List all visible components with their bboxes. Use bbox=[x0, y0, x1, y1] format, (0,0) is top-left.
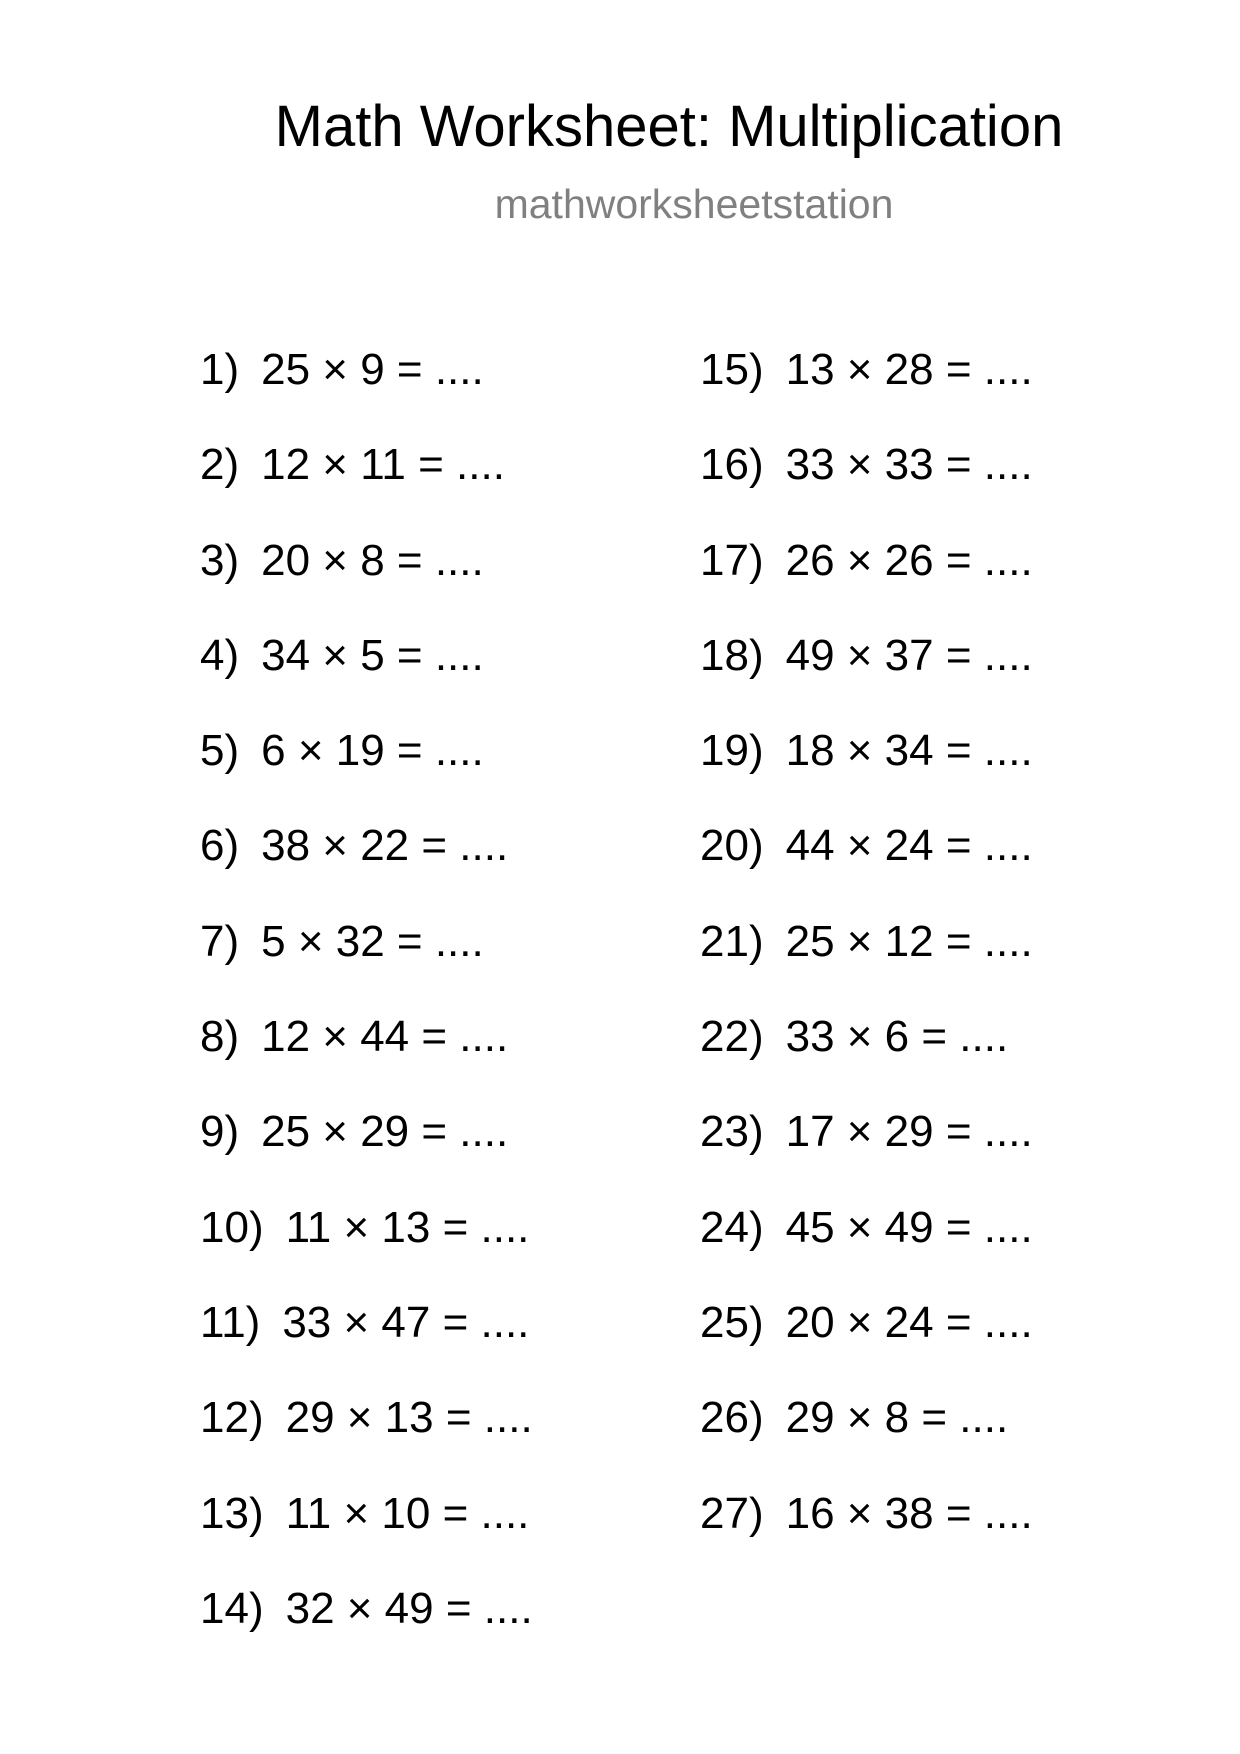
problem-expression: 12 × 11 = .... bbox=[261, 440, 505, 490]
problem-expression: 29 × 13 = .... bbox=[285, 1393, 533, 1443]
problem-number: 16) bbox=[700, 440, 764, 490]
problem-item bbox=[700, 1202, 1033, 1301]
problem-expression: 34 × 5 = .... bbox=[261, 630, 484, 680]
problem-item bbox=[200, 1488, 533, 1587]
problem-expression: 11 × 13 = .... bbox=[285, 1202, 530, 1252]
problem-expression: 5 × 32 = .... bbox=[261, 916, 484, 966]
problem-item bbox=[200, 726, 533, 824]
problem-item bbox=[200, 1012, 533, 1110]
problem-expression: 16 × 38 = .... bbox=[785, 1488, 1033, 1538]
problem-number: 27) bbox=[700, 1488, 764, 1538]
problem-item bbox=[700, 1488, 1033, 1587]
problem-expression: 33 × 33 = .... bbox=[785, 440, 1033, 490]
problem-number: 12) bbox=[200, 1393, 264, 1443]
problem-expression: 25 × 9 = .... bbox=[261, 345, 484, 394]
problem-expression: 38 × 22 = .... bbox=[261, 821, 509, 871]
problem-item bbox=[700, 630, 1033, 729]
problem-number: 20) bbox=[700, 821, 764, 871]
problem-number: 21) bbox=[700, 916, 764, 966]
problem-item bbox=[200, 535, 533, 634]
problem-number: 23) bbox=[700, 1107, 764, 1157]
problem-number: 4) bbox=[200, 630, 240, 680]
problem-expression: 33 × 6 = .... bbox=[785, 1012, 1009, 1062]
problem-item bbox=[700, 1107, 1033, 1205]
problem-list-right bbox=[700, 345, 1033, 1587]
problem-number: 25) bbox=[700, 1297, 764, 1347]
problem-item bbox=[700, 345, 1033, 443]
problem-list-left bbox=[200, 345, 533, 1682]
problem-item bbox=[700, 1393, 1033, 1491]
worksheet-subtitle: mathworksheetstation bbox=[494, 181, 894, 227]
problem-item bbox=[700, 1297, 1033, 1396]
problem-item bbox=[200, 1202, 533, 1301]
problem-number: 26) bbox=[700, 1393, 764, 1443]
problem-item bbox=[200, 630, 533, 729]
problem-expression: 26 × 26 = .... bbox=[785, 535, 1033, 585]
problem-item bbox=[200, 1393, 533, 1491]
worksheet-title: Math Worksheet: Multiplication bbox=[274, 94, 1064, 159]
problem-expression: 12 × 44 = .... bbox=[261, 1012, 509, 1062]
problem-item bbox=[700, 916, 1033, 1015]
problem-expression: 29 × 8 = .... bbox=[785, 1393, 1009, 1443]
problem-expression: 45 × 49 = .... bbox=[785, 1202, 1033, 1252]
problem-number: 19) bbox=[700, 726, 764, 776]
problem-item bbox=[200, 821, 533, 919]
problem-number: 14) bbox=[200, 1583, 264, 1633]
problem-item bbox=[200, 1297, 533, 1396]
problem-item bbox=[700, 1012, 1033, 1110]
problem-item bbox=[700, 726, 1033, 824]
problem-number: 1) bbox=[200, 345, 240, 394]
problem-number: 10) bbox=[200, 1202, 264, 1252]
problem-expression: 20 × 24 = .... bbox=[785, 1297, 1033, 1347]
problem-item bbox=[200, 345, 533, 443]
problem-number: 3) bbox=[200, 535, 240, 585]
problem-item bbox=[200, 916, 533, 1015]
problem-number: 24) bbox=[700, 1202, 764, 1252]
problem-number: 8) bbox=[200, 1012, 240, 1062]
problem-expression: 25 × 29 = .... bbox=[261, 1107, 509, 1157]
problem-number: 7) bbox=[200, 916, 240, 966]
problem-number: 18) bbox=[700, 630, 764, 680]
problem-item bbox=[200, 440, 533, 538]
problem-number: 11) bbox=[200, 1297, 261, 1347]
problem-number: 6) bbox=[200, 821, 240, 871]
problem-item bbox=[700, 821, 1033, 919]
problem-item bbox=[700, 440, 1033, 538]
problem-item bbox=[200, 1583, 533, 1682]
problem-expression: 20 × 8 = .... bbox=[261, 535, 484, 585]
problem-number: 17) bbox=[700, 535, 764, 585]
problem-expression: 13 × 28 = .... bbox=[785, 345, 1033, 394]
problem-number: 2) bbox=[200, 440, 240, 490]
problem-number: 15) bbox=[700, 345, 764, 394]
problem-item bbox=[700, 535, 1033, 634]
problem-expression: 49 × 37 = .... bbox=[785, 630, 1033, 680]
problem-expression: 33 × 47 = .... bbox=[282, 1297, 530, 1347]
problem-number: 5) bbox=[200, 726, 240, 776]
problem-expression: 17 × 29 = .... bbox=[785, 1107, 1033, 1157]
problem-expression: 11 × 10 = .... bbox=[285, 1488, 530, 1538]
problem-expression: 44 × 24 = .... bbox=[785, 821, 1033, 871]
problem-item bbox=[200, 1107, 533, 1205]
problem-expression: 6 × 19 = .... bbox=[261, 726, 484, 776]
problem-number: 13) bbox=[200, 1488, 264, 1538]
problem-expression: 18 × 34 = .... bbox=[785, 726, 1033, 776]
problem-number: 22) bbox=[700, 1012, 764, 1062]
problem-expression: 25 × 12 = .... bbox=[785, 916, 1033, 966]
problem-number: 9) bbox=[200, 1107, 240, 1157]
problem-expression: 32 × 49 = .... bbox=[285, 1583, 533, 1633]
